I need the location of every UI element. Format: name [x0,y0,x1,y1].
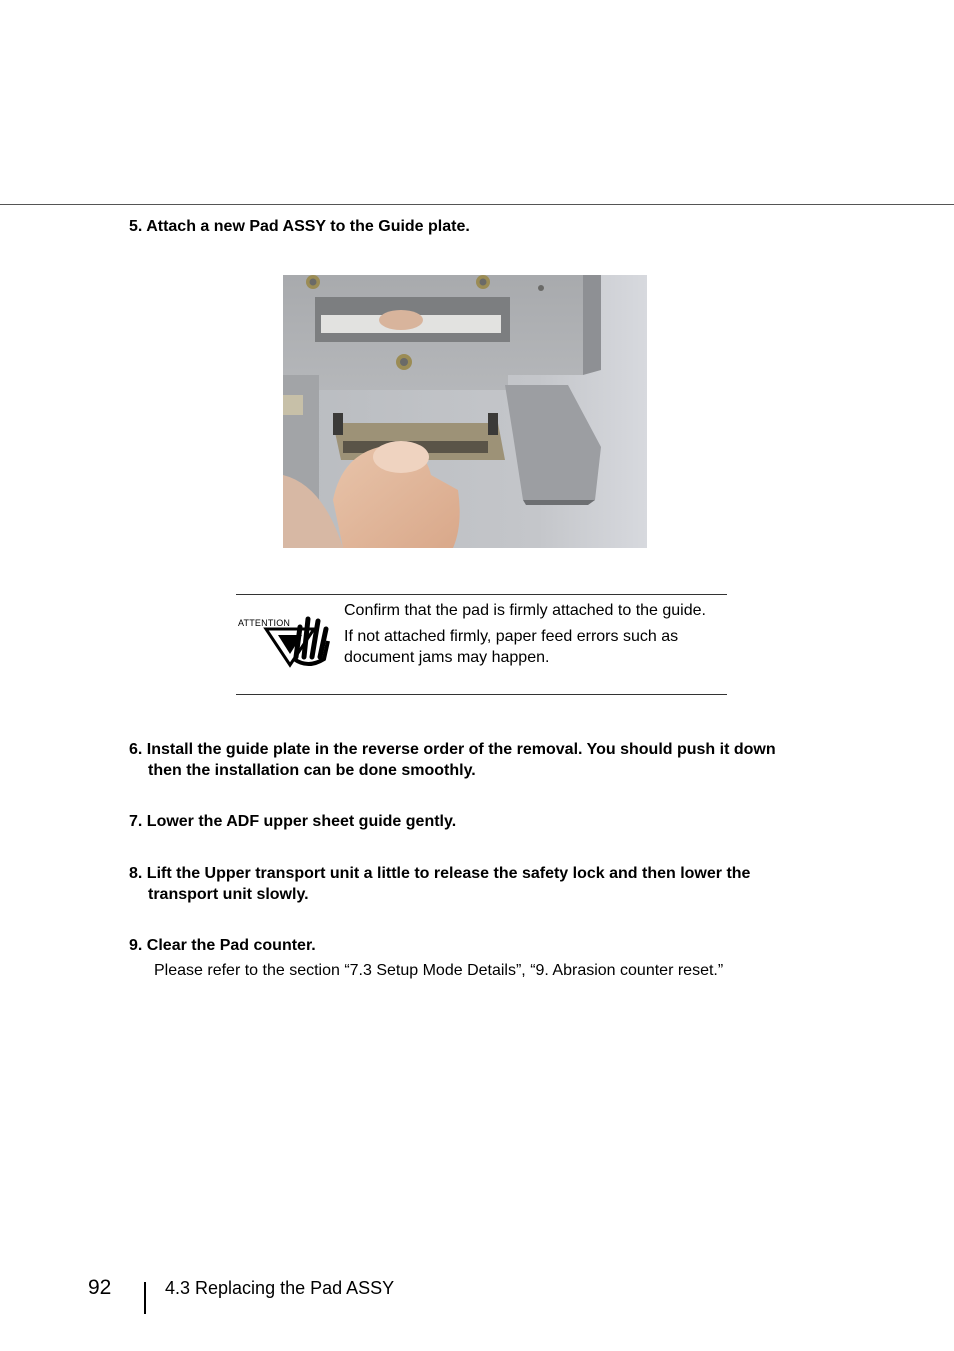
attention-paragraph-2: If not attached firmly, paper feed errors such as document jams may happen. [344,628,679,666]
attention-hand-icon [238,607,334,669]
step-8-line-2: transport unit slowly. [148,886,309,903]
step-6 [129,739,776,781]
step-6-line-2: then the installation can be done smoothly. [148,762,476,779]
step-9: 9. Clear the Pad counter. [129,937,316,954]
step-5: 5. Attach a new Pad ASSY to the Guide plate. [129,218,470,235]
step-7: 7. Lower the ADF upper sheet guide gently. [129,813,457,830]
attention-label: ATTENTION [238,618,291,628]
attention-box [236,594,727,695]
step-8-line-1: 8. Lift the Upper transport unit a little to release the safety lock and then lower the [129,865,751,882]
header-rule [0,204,954,205]
step-8 [129,863,750,905]
page-number: 92 [88,1276,112,1299]
attention-text [344,600,722,673]
attention-paragraph-1: Confirm that the pad is firmly attached to the guide. [344,602,706,619]
step-9-description: Please refer to the section “7.3 Setup Mode Details”, “9. Abrasion counter reset.” [154,962,724,979]
step-6-line-1: 6. Install the guide plate in the reverse order of the removal. You should push it down [129,741,776,758]
footer-section-title: 4.3 Replacing the Pad ASSY [165,1278,395,1298]
pad-assy-photo [283,275,647,548]
footer-divider [144,1282,146,1314]
